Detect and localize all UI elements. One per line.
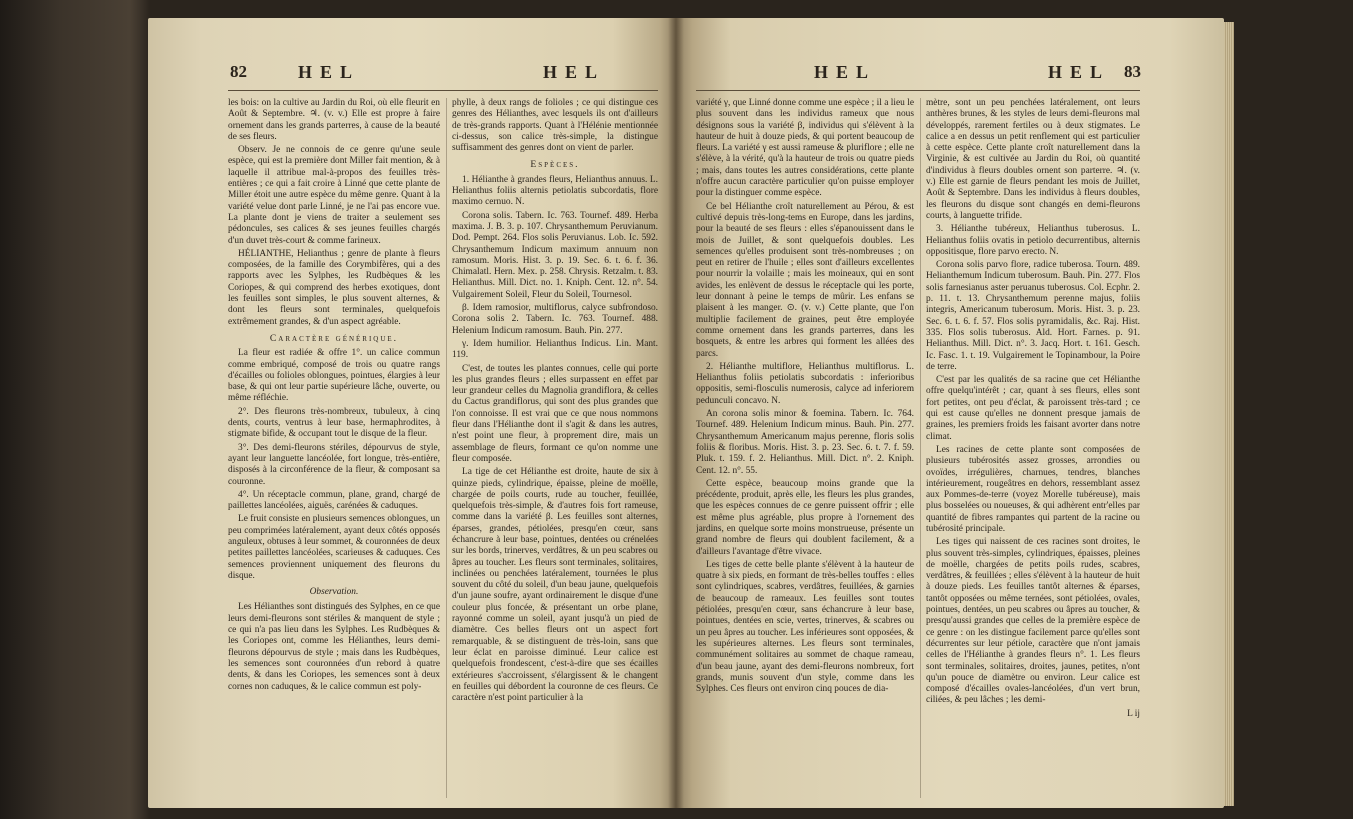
paragraph: Corona solis. Tabern. Ic. 763. Tournef. 489. Herba maxima. J. B. 3. p. 107. Chrysanthemum Peruvianum. Dod. Pempt. 264. Flos solis Peruvianus. Lob. Ic. 592. Chrysanthemum Indicum maximum annuum non ramosum. Moris. Hist. 3. p. 19. Sec. 6. t. 6. f. 36. Chimalatl. Hern. Mex. p. 258. Chrysis. Retzalm. t. 83. Helianthus. Mill. Dict. no. 1. Kniph. Cent. 12. n°. 54. Vulgairement Soleil, Fleur du Soleil, Tournesol. bbox=[452, 210, 658, 300]
paragraph: 3. Hélianthe tubéreux, Helianthus tuberosus. L. Helianthus foliis ovatis in petiolo decurrentibus, alternis oppositisque, flore parvo erecto. N. bbox=[926, 224, 1140, 257]
paragraph: mètre, sont un peu penchées latéralement, ont leurs anthères brunes, & les styles de leurs demi-fleurons mal développés, rarement fertiles ou à deux stigmates. Le calice a en dessus un petit renflement qui est particulier à cette espèce. Cette plante croît naturellement dans la Virginie, & est cultivée au Jardin du Roi, où quantité d'individus à fleurs doubles ornent son parterre. ♃. (v. v.) Elle est garnie de fleurs pendant les mois de Juillet, Août & Septembre. Dans les individus à fleurs doubles, les fleurons du disque sont changés en demi-fleurons courts, à languette trifide. bbox=[926, 98, 1140, 221]
section-heading: Espèces. bbox=[530, 159, 580, 171]
paragraph: C'est, de toutes les plantes connues, celle qui porte les plus grandes fleurs ; elles surpassent en effet par leur grandeur celles du Magnolia grandiflora, & celles du Cactus grandiflorus, qui sont des plus grandes que l'on connoisse. Il est vrai que ce que nous nommons fleur dans l'Hélianthe dont il s'agit & dans les autres, n'est point une fleur, à proprement dire, mais un assemblage de fleurs, formant ce qu'on nomme une fleur composée. bbox=[452, 363, 658, 464]
page-number: 82 bbox=[230, 62, 247, 81]
paragraph: phylle, à deux rangs de folioles ; ce qui distingue ces genres des Hélianthes, avec lesquels ils ont d'ailleurs de très-grands rapports. Quant à l'Hélénie mentionnée ci-dessus, son calice très-simple, la distingue suffisamment des genres dont on vient de parler. bbox=[452, 98, 658, 154]
paragraph: Ce bel Hélianthe croît naturellement au Pérou, & est cultivé depuis très-long-tems en Europe, dans les jardins, pour la beauté de ses fleurs : elles s'épanouissent dans le mois de Juillet, & sont quelquefois doubles. Les semences qu'elles produisent sont très-nombreuses ; on peut en retirer de l'huile ; elles sont d'ailleurs excellentes pour nourrir la volaille ; mais les moineaux, qui en sont avides, les enlèvent de dessus le réceptacle qui les porte, leur donnant à peine le temps de mûrir. Les enfans se plaisent à les manger. ⊙. (v. v.) Cette plante, que l'on multiplie facilement de graines, peut être employée comme ornement dans les grands parterres, dans les bosquets, & entre les arbres qui forment les allées des parcs. bbox=[696, 201, 914, 359]
paragraph: Les tiges de cette belle plante s'élèvent à la hauteur de quatre à six pieds, en formant de très-belles touffes : elles sont cylindriques, scabres, verdâtres, feuillées, & garnies de beaucoup de rameaux. Les feuilles sont toutes pétiolées, presqu'en cœur, sans échancrure à leur base, pointues, dentées en scie, vertes, trinerves, & scabres ou un peu âpres au toucher. Les inférieures sont opposées, & les supérieures alternes. Les fleurs sont terminales, communément solitaires au sommet de chaque rameau, d'un beau jaune, ayant des demi-fleurons nombreux, fort grands, munis souvent d'un style, comme dans les Sylphes. Ces fleurs ont environ cinq pouces de dia- bbox=[696, 559, 914, 695]
page-number: 83 bbox=[1124, 62, 1141, 81]
running-head: HEL bbox=[1048, 62, 1111, 82]
column-divider bbox=[920, 98, 921, 798]
header-rule bbox=[696, 90, 1140, 91]
paragraph: La tige de cet Hélianthe est droite, haute de six à quinze pieds, cylindrique, épaisse, pleine de moëlle, chargée de poils courts, rude au toucher, feuillée, quelquefois très-simple, & d'autres fois fort rameuse, comme dans la variété β. Les feuilles sont alternes, éparses, grandes, pétiolées, presqu'en cœur, sans échancrure à leur base, pointues, dentées ou crénelées sur les bords, trinerves, verdâtres, & un peu scabres ou âpres au toucher. Les fleurs sont terminales, solitaires, inclinées ou penchées latéralement, tournées le plus souvent du côté du soleil, d'un beau jaune, quelquefois d'un jaune soufre, ayant ordinairement le disque d'une couleur plus foncée, & présentant un orbe plane, rayonné comme un soleil, ayant jusqu'à un pied de diamètre. Ces belles fleurs ont un aspect fort remarquable, & se distinguent de très-loin, sans que leur éclat en paroisse diminué. Leur calice est quelquefois frondescent, c'est-à-dire que ses écailles extérieures s'accroissent, s'élargissent & le changent en feuilles qui débordent la couronne de ces fleurs. Ce caractère n'est point particulier à la bbox=[452, 467, 658, 704]
paragraph: Les Hélianthes sont distingués des Sylphes, en ce que leurs demi-fleurons sont stériles & manquent de style ; ce qui n'a pas lieu dans les Sylphes. Les Rudbèques & les Coriopes ont, comme les Hélianthes, leurs demi-fleurons dépourvus de style ; mais dans les Rudbèques, les semences sont couronnées d'un rebord à quatre dents, & dans les Coriopes, les semences sont à deux cornes non caduques, & le calice commun est poly- bbox=[228, 602, 440, 692]
right-page-header bbox=[676, 62, 1224, 88]
paragraph: Le fruit consiste en plusieurs semences oblongues, un peu comprimées latéralement, ayant deux côtés opposés anguleux, obtuses à leur sommet, & couronnées de deux petites paillettes lancéolées, scarieuses & caduques. Ces semences proviennent uniquement des fleurons du disque. bbox=[228, 514, 440, 581]
left-page-header bbox=[148, 62, 676, 88]
section-heading: Observation. bbox=[309, 587, 359, 598]
paragraph: 3°. Des demi-fleurons stériles, dépourvus de style, ayant leur languette lancéolée, fort longue, très-entière, disposés à la circonférence de la fleur, & composant sa couronne. bbox=[228, 442, 440, 487]
paragraph: C'est par les qualités de sa racine que cet Hélianthe offre quelqu'intérêt ; car, quant à ses fleurs, elles sont fort petites, ont peu d'éclat, & paroissent très-tard ; ce qui est cause qu'elles ne donnent presque jamais de graines, les premiers froids les faisant avorter dans notre climat. bbox=[926, 375, 1140, 442]
paragraph: γ. Idem humilior. Helianthus Indicus. Lin. Mant. 119. bbox=[452, 338, 658, 361]
paragraph: HÉLIANTHE, Helianthus ; genre de plante à fleurs composées, de la famille des Corymbifères, qui a des rapports avec les Sylphes, les Rudbèques & les Coriopes, & qui comprend des herbes exotiques, dont les feuilles sont simples, le plus souvent alternes, & dont les fleurs sont terminales, quelquefois extrêmement grandes, & d'un aspect agréable. bbox=[228, 248, 440, 327]
running-head: HEL bbox=[814, 62, 877, 82]
column-divider bbox=[446, 98, 447, 798]
text-column-left bbox=[228, 98, 440, 798]
paragraph: 2°. Des fleurons très-nombreux, tubuleux, à cinq dents, courts, ventrus à leur base, hermaphrodites, à stigmate bifide, & occupant tout le disque de la fleur. bbox=[228, 406, 440, 440]
paragraph: 4°. Un réceptacle commun, plane, grand, chargé de paillettes lancéolées, aiguës, carénées & caduques. bbox=[228, 489, 440, 512]
paragraph: An corona solis minor & foemina. Tabern. Ic. 764. Tournef. 489. Helenium Indicum minus. Bauh. Pin. 277. Chrysanthemum Americanum majus perenne, floris solis foliis & floribus. Moris. Hist. 3. p. 23. Sec. 6. t. 7. f. 59. Pluk. t. 159. f. 2. Helianthus. Mill. Dict. n°. 2. Kniph. Cent. 12. n°. 55. bbox=[696, 409, 914, 476]
paragraph: β. Idem ramosior, multiflorus, calyce subfrondoso. Corona solis 2. Tabern. Ic. 763. Tournef. 488. Helenium Indicum ramosum. Bauh. Pin. 277. bbox=[452, 303, 658, 336]
text-column-right bbox=[452, 98, 658, 798]
text-column-right bbox=[926, 98, 1140, 798]
paragraph: La fleur est radiée & offre 1°. un calice commun comme embriqué, composé de trois ou quatre rangs d'écailles ou folioles oblongues, pointues, élargies à leur base, & qui ont leur partie supérieure lâche, ouverte, ou même réfléchie. bbox=[228, 348, 440, 404]
header-rule bbox=[228, 90, 658, 91]
text-column-left bbox=[696, 98, 914, 798]
paragraph: Cette espèce, beaucoup moins grande que la précédente, produit, après elle, les fleurs les plus grandes, que les espèces connues de ce genre puissent offrir ; elle est même plus agréable, plus propre à l'ornement des jardins, en quelque sorte moins monstrueuse, présente un grand nombre de fleurs qui doublent facilement, & a d'ailleurs l'avantage d'être vivace. bbox=[696, 478, 914, 557]
paragraph: Les tiges qui naissent de ces racines sont droites, le plus souvent très-simples, cylindriques, épaisses, pleines de moëlle, chargées de petits poils rudes, scabres, verdâtres, & feuillées ; elles s'élèvent à la hauteur de huit à douze pieds. Les feuilles tantôt alternes & éparses, tantôt opposées ou même ternées, sont pétiolées, ovales, pointues, dentées, un peu scabres ou âpres au toucher, & presqu'aussi grandes que celles de la première espèce de ce genre : on les distingue facilement parce qu'elles sont décurrentes sur leur pétiole, caractère que n'ont jamais celles de l'Hélianthe à grandes fleurs n°. 1. Les fleurs sont terminales, solitaires, droites, jaunes, petites, n'ont qu'un pouce de diamètre ou environ. Leur calice est composé d'écailles ovales-lancéolées, d'un vert brun, ciliées, & peu lâches ; les demi- bbox=[926, 537, 1140, 706]
paragraph: 1. Hélianthe à grandes fleurs, Helianthus annuus. L. Helianthus foliis alternis petiolatis subcordatis, flore maximo cernuo. N. bbox=[452, 174, 658, 208]
paragraph: 2. Hélianthe multiflore, Helianthus multiflorus. L. Helianthus foliis petiolatis subcordatis : inferioribus oppositis, semi-flosculis numerosis, calyce ad inferiorem pedunculi concavo. N. bbox=[696, 361, 914, 406]
paragraph: Corona solis parvo flore, radice tuberosa. Tourn. 489. Helianthemum Indicum tuberosum. Bauh. Pin. 277. Flos solis farnesianus aster peruanus tuberosus. Col. Ecphr. 2. p. 11. t. 13. Chrysanthemum perenne majus, foliis integris, Americanum tuberosum. Moris. Hist. 3. p. 23. Sec. 6. t. 6. f. 57. Flos solis pyramidalis, &c. Raj. Hist. 335. Flos solis tuberosus. Ald. Hort. Farnes. p. 91. Helianthus. Mill. Dict. n°. 3. Jacq. Hort. t. 161. Gesch. Ic. Fasc. 1. t. 19. Vulgairement le Topinambour, la Poire de terre. bbox=[926, 260, 1140, 372]
left-page bbox=[148, 18, 676, 808]
paragraph: Observ. Je ne connois de ce genre qu'une seule espèce, qui est la première dont Miller fait mention, & à laquelle il attribue mal-à-propos des feuilles très-entières ; ce qui a fait croire à Linné que cette plante de Miller étoit une autre espèce du même genre. Quant à la variété velue dont parle Linné, je ne l'ai pas encore vue. La plante dont je viens de traiter a seulement ses pédoncules, ses calices & ses jeunes feuilles chargés d'un duvet très-court & comme farineux. bbox=[228, 145, 440, 246]
right-page bbox=[676, 18, 1224, 808]
paragraph: les bois: on la cultive au Jardin du Roi, où elle fleurit en Août & Septembre. ♃. (v. v.) Elle est propre à faire ornement dans les grands parterres, à cause de la beauté de ses fleurs. bbox=[228, 98, 440, 142]
running-head: HEL bbox=[298, 62, 361, 82]
signature-mark: L ij bbox=[1127, 708, 1140, 719]
page-edges bbox=[1224, 22, 1234, 806]
paragraph: Les racines de cette plante sont composées de plusieurs tubérosités assez grosses, arrondies ou ovoïdes, irrégulières, charnues, tendres, blanches intérieurement, rougeâtres en dehors, ressemblant assez aux Pommes-de-terre (voyez Morelle tubéreuse), mais plus bosselées ou noueuses, & qui adhèrent entr'elles par quantité de fibres rampantes qui partent de la racine ou tubérosité principale. bbox=[926, 444, 1140, 534]
section-heading: Caractère générique. bbox=[269, 332, 399, 344]
book-gutter bbox=[668, 18, 684, 808]
running-head: HEL bbox=[543, 62, 606, 82]
paragraph: variété γ, que Linné donne comme une espèce ; il a lieu le plus souvent dans les individus rameux que nous désignons sous la variété β, individus qui s'élèvent à la hauteur de huit à douze pieds, & qui portent beaucoup de fleurs. La variété γ est aussi rameuse & pluriflore ; elle ne s'élève, à la vérité, qu'à la hauteur de trois ou quatre pieds ; mais, dans toutes les autres considérations, cette plante n'offre aucun caractère particulier qu'on puisse employer pour la distinguer comme espèce. bbox=[696, 98, 914, 199]
